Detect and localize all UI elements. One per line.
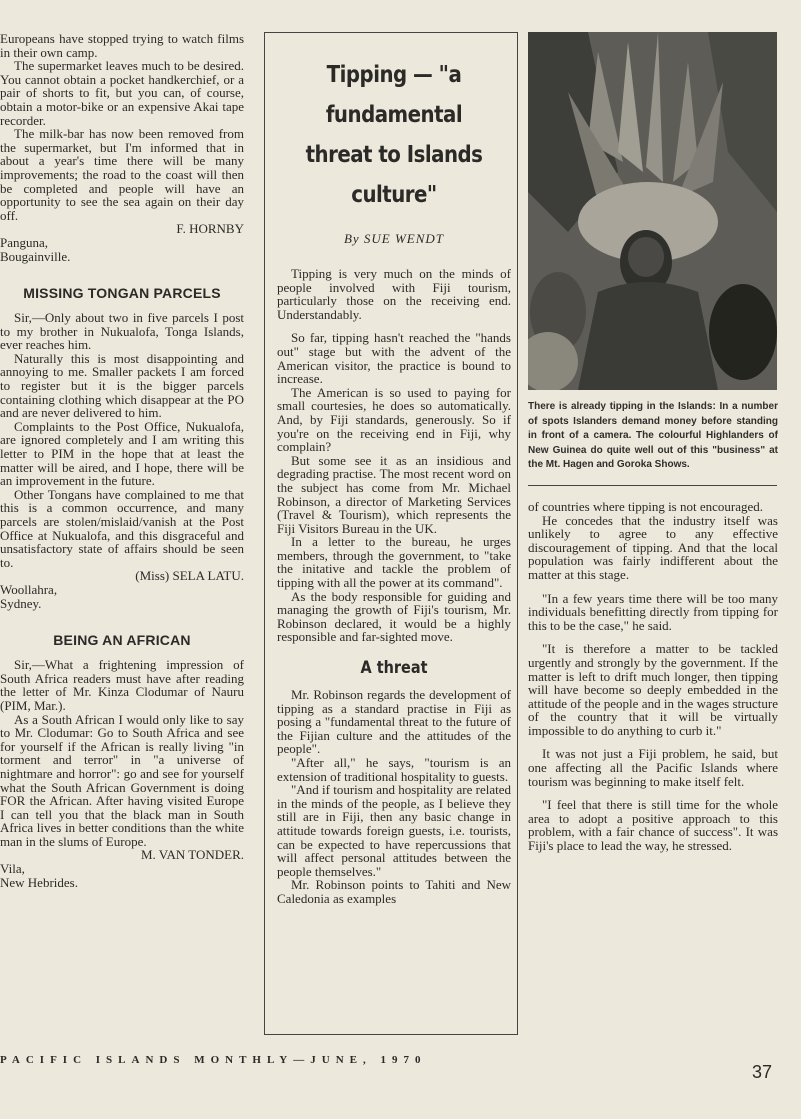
article-paragraph: "And if tourism and hospitality are related in the minds of the people, as I believe they still are in Fiji, then any basic change in attitude towards foreign guests, i.e. tourists, can be expected to have repercussions that will affect personal attitudes between the people themselves." (277, 782, 511, 879)
photo-illustration (528, 32, 777, 390)
article-byline: By SUE WENDT (343, 231, 445, 246)
publication-footer: PACIFIC ISLANDS MONTHLY—JUNE, 1970 (0, 1054, 427, 1066)
letter-place: Sydney. (0, 595, 42, 611)
article-paragraph: He concedes that the industry itself was unlikely to agree to any effective discouragement of tipping. And that the local population was fairly indifferent about the matter at this stage. (528, 512, 778, 582)
photo-caption: There is already tipping in the Islands: In a number of spots Islanders demand money before standing in front of a camera. The colourful Highlanders of New Guinea do quite well out of this "business" at the Mt. Hagen and Goroka Shows. (528, 401, 778, 471)
article-paragraph: "After all," he says, "tourism is an extension of traditional hospitality to guests. (277, 755, 511, 784)
article-paragraph: In a letter to the bureau, he urges members, through the government, to "take the initative and tackle the problem of tipping with all the power at its command". (277, 534, 511, 591)
article-paragraph: Mr. Robinson regards the development of tipping as a standard practise in Fiji as posing a "fundamental threat to the future of the Fijian culture and the attitudes of the people". (277, 687, 511, 757)
letter-signature: F. HORNBY (176, 221, 244, 237)
caption-rule (528, 485, 777, 486)
article-paragraph: "In a few years time there will be too many individuals benefitting directly from tipping for this to be the case," he said. (528, 590, 778, 633)
article-continuation-column (528, 32, 778, 853)
letter-place: Woollahra, (0, 581, 58, 597)
letters-column (0, 32, 244, 889)
letter-place: New Hebrides. (0, 874, 78, 890)
article-paragraph: "It is therefore a matter to be tackled urgently and strongly by the government. If the matter is left to drift much longer, then tipping will have become so deeply embedded in the attitude of the people and in the wages structure of the country that it will be virtually impossible to do anything to curb it." (528, 641, 778, 738)
letter-paragraph: Europeans have stopped trying to watch films in their own camp. (0, 31, 244, 60)
article-paragraph: But some see it as an insidious and degrading practise. The most recent word on the subject has come from Mr. Michael Robinson, a director of Marketing Services (Travel & Tourism), which represents the Fiji Visitors Bureau in the UK. (277, 452, 511, 536)
letter-paragraph: Sir,—Only about two in five parcels I post to my brother in Nukualofa, Tonga Islands, ever reaches him. (0, 310, 244, 353)
letter-paragraph: The supermarket leaves much to be desired. You cannot obtain a pocket handkerchief, or a pair of shorts to fit, but you can, of course, obtain a motor-bike or an expensive Akai tape recorder. (0, 58, 244, 128)
article-paragraph: As the body responsible for guiding and managing the growth of Fiji's tourism, Mr. Robinson declared, it would be a highly responsible and far-sighted move. (277, 588, 511, 645)
letter-place: Vila, (0, 861, 25, 877)
highlanders-photo (528, 32, 777, 390)
letter-paragraph: The milk-bar has now been removed from the supermarket, but I'm informed that in about a year's time there will be many improvements; the road to the coast will then be completed and people will have an opportunity to see the sea again on their day off. (0, 126, 244, 223)
letter-signature: (Miss) SELA LATU. (135, 568, 244, 584)
letter-paragraph: Naturally this is most disappointing and annoying to me. Smaller packets I am forced to register but it is the bigger parcels containing clothing which disappear at the PO and are never delivered to him. (0, 350, 244, 421)
article-title: Tipping — "a fundamental threat to Islands culture" (305, 62, 483, 208)
page-number: 37 (752, 1062, 773, 1082)
letter-paragraph: Complaints to the Post Office, Nukualofa, are ignored completely and I am writing this letter to PIM in the hope that at least the matter will be aired, and I hope, there will be an improvement in the future. (0, 418, 244, 489)
letter-heading: MISSING TONGAN PARCELS (23, 285, 221, 302)
letter-place: Bougainville. (0, 248, 71, 264)
article-paragraph: It was not just a Fiji problem, he said, but one affecting all the Pacific Islands where tourism was beginning to make itself felt. (528, 746, 778, 789)
article-paragraph: Tipping is very much on the minds of people involved with Fiji tourism, particularly those on the receiving end. Understandably. (277, 266, 511, 322)
letter-place: Panguna, (0, 234, 49, 250)
article-paragraph: So far, tipping hasn't reached the "hands out" stage but with the advent of the American visitor, the practice is bound to increase. (277, 330, 511, 387)
letter-paragraph: Sir,—What a frightening impression of South Africa readers must have after reading the letter of Mr. Kinza Clodumar of Nauru (PIM, Mar.). (0, 657, 244, 713)
letter-heading: BEING AN AFRICAN (53, 632, 191, 649)
article-box-rule (517, 32, 518, 1035)
article-paragraph: of countries where tipping is not encouraged. (528, 498, 764, 514)
article-box (264, 32, 517, 1035)
letter-signature: M. VAN TONDER. (140, 847, 244, 863)
article-subheading: A threat (360, 658, 428, 679)
article-paragraph: The American is so used to paying for small courtesies, he does so automatically. And, by Fiji standards, generously. So if you're on the receiving end in Fiji, why complain? (277, 384, 511, 455)
article-paragraph: "I feel that there is still time for the whole area to adopt a positive approach to this problem, with a fair chance of success". It was Fiji's place to lead the way, he stressed. (528, 797, 778, 854)
article-paragraph: Mr. Robinson points to Tahiti and New Caledonia as examples (277, 877, 511, 906)
letter-paragraph: As a South African I would only like to say to Mr. Clodumar: Go to South Africa and see for yourself if the African is really living "in torment and terror" in "a universe of nightmare and horror": go and see for yourself what the South African Government is doing FOR the African. After having visited Europe I can tell you that the black man in South Africa lives in better conditions than the white man in the slums of Europe. (0, 711, 244, 849)
letter-paragraph: Other Tongans have complained to me that this is a common occurrence, and many parcels are stolen/mislaid/vanish at the Post Office at Nukualofa, and this disgraceful and unsatisfactory state of affairs should be seen to. (0, 486, 244, 570)
